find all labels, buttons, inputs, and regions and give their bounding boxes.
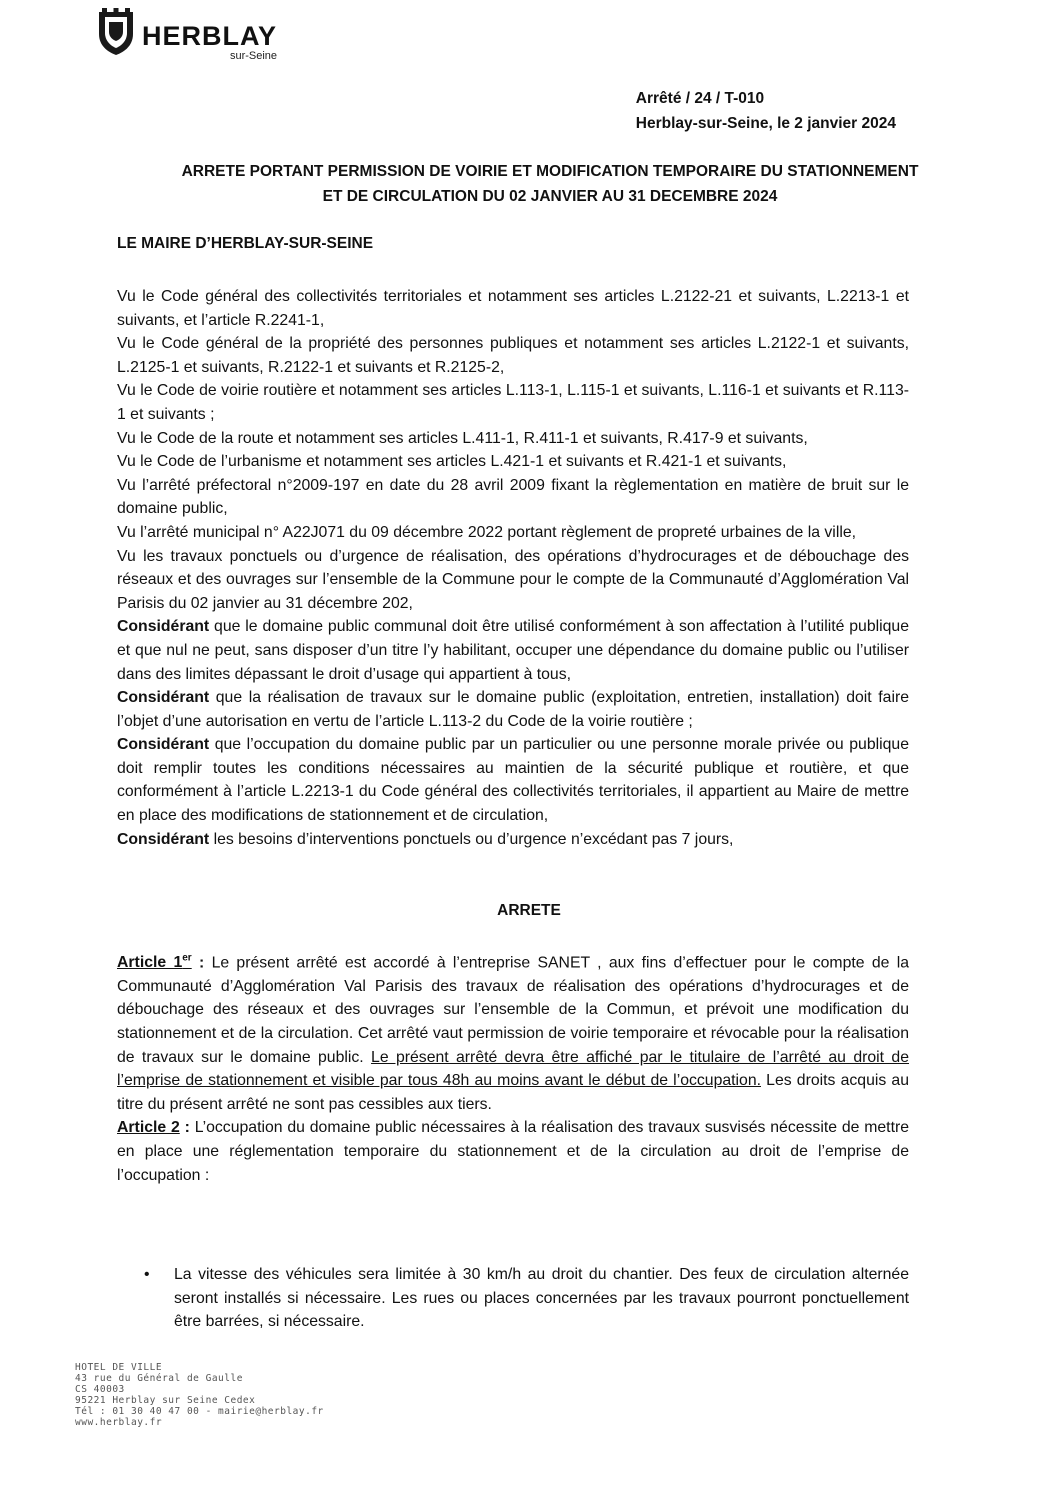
article-2-text: L’occupation du domaine public nécessaires à la réalisation des travaux susvisés nécessite de mettre en place une réglementation temporaire du stationnement et de la circulation au droit de l’emprise de l’occupation : [117, 1119, 910, 1184]
visa-lead: Vu [117, 476, 136, 494]
authority-heading: LE MAIRE D’HERBLAY-SUR-SEINE [117, 235, 374, 252]
title-line-1: ARRETE PORTANT PERMISSION DE VOIRIE ET MODIFICATION TEMPORAIRE DU STATIONNEMENT [181, 163, 919, 180]
considerant-paragraph [117, 733, 909, 827]
visa-lead: Vu [117, 453, 136, 471]
article-1: Article 1er : Le présent arrêté est accordé à l’entreprise SANET , aux fins d’effectuer pour le compte de la Communauté d’Agglomération Val Parisis des travaux de réalisation des opérations d’hydrocurages et de débouchage des réseaux et des ouvrages sur l’ensemble de la Commun, et prévoit une modification du stationnement et de la circulation. Cet arrêté vaut permission de voirie temporaire et révocable pour la réalisation de travaux sur le domaine public. Le présent arrêté devra être affiché par le titulaire de l’arrêté au droit de l’emprise de stationnement et visible par tous 48h au moins avant le début de l’occupation. Les droits acquis au titre du présent arrêté ne sont pas cessibles aux tiers. [117, 953, 909, 1113]
visa-text: l’arrêté préfectoral n°2009-197 en date du 28 avril 2009 fixant la règlementation en matière de bruit sur le domaine public, [117, 476, 909, 518]
considerant-paragraph [117, 615, 909, 686]
visa-paragraph [117, 450, 909, 474]
arrete-heading: ARRETE [497, 902, 561, 919]
visa-paragraph [117, 332, 909, 379]
preamble [117, 285, 909, 851]
city-crest-icon [96, 8, 136, 56]
visa-lead: Vu [117, 523, 136, 541]
footer-address [75, 1362, 324, 1428]
footer-line: 43 rue du Général de Gaulle [75, 1373, 243, 1384]
visa-paragraph [117, 521, 909, 545]
footer-line: www.herblay.fr [75, 1417, 163, 1428]
visa-paragraph [117, 285, 909, 332]
considerant-paragraph [117, 686, 909, 733]
considerant-lead: Considérant [117, 689, 210, 707]
logo-name: HERBLAY [142, 21, 278, 51]
considerant-paragraph [117, 828, 909, 852]
considerant-lead: Considérant [117, 830, 210, 848]
logo-subtitle: sur-Seine [229, 50, 278, 62]
visa-paragraph [117, 474, 909, 521]
list-item: • La vitesse des véhicules sera limitée à 30 km/h au droit du chantier. Des feux de circulation alternée seront installés si nécessaire. Les rues ou places concernées par les travaux pourront ponctuellement être barrées, si nécessaire. [144, 1263, 909, 1334]
considerant-text: que l’occupation du domaine public par un particulier ou une personne morale privée ou publique doit remplir toutes les conditions nécessaires au maintien de la sécurité publique et routière, et que conformément à l’article L.2213-1 du Code général des collectivités territoriales, il appartient au Maire de mettre en place des modifications de stationnement et de circulation, [117, 736, 910, 825]
visa-text: l’arrêté municipal n° A22J071 du 09 décembre 2022 portant règlement de propreté urbaines de la ville, [140, 523, 857, 541]
considerant-lead: Considérant [117, 618, 210, 636]
visa-lead: Vu [117, 288, 136, 305]
visa-paragraph [117, 545, 909, 616]
considerant-text: que la réalisation de travaux sur le domaine public (exploitation, entretien, installation) doit faire l’objet d’une autorisation en vertu de l’article L.113-2 du Code de la voirie routière ; [117, 689, 910, 730]
visa-text: le Code de la route et notamment ses articles L.411-1, R.411-1 et suivants, R.417-9 et suivants, [140, 429, 808, 447]
footer-line: CS 40003 [75, 1384, 125, 1395]
decree-reference [636, 86, 896, 136]
visa-lead: Vu [117, 547, 136, 565]
visa-lead: Vu [117, 382, 136, 400]
visa-paragraph [117, 379, 909, 426]
considerant-lead: Considérant [117, 736, 210, 754]
place-and-date: Herblay-sur-Seine, le 2 janvier 2024 [635, 115, 896, 132]
city-logo [96, 8, 277, 62]
visa-paragraph [117, 427, 909, 451]
title-line-2: ET DE CIRCULATION DU 02 JANVIER AU 31 DECEMBRE 2024 [322, 188, 778, 205]
measures-list [144, 1263, 909, 1334]
considerant-text: les besoins d’interventions ponctuels ou d’urgence n’excédant pas 7 jours, [213, 830, 734, 848]
visa-text: le Code de voirie routière et notamment ses articles L.113-1, L.115-1 et suivants, L.116-1 et suivants et R.113-1 et suivants ; [117, 382, 909, 423]
visa-lead: Vu [117, 429, 136, 447]
article-2: Article 2 : L’occupation du domaine public nécessaires à la réalisation des travaux susvisés nécessite de mettre en place une réglementation temporaire du stationnement et de la circulation au droit de l’emprise de l’occupation : [117, 1119, 910, 1184]
visa-text: le Code de l’urbanisme et notamment ses articles L.421-1 et suivants et R.421-1 et suivants, [140, 453, 787, 471]
visa-lead: Vu [117, 335, 136, 353]
articles [117, 947, 909, 1187]
visa-text: les travaux ponctuels ou d’urgence de réalisation, des opérations d’hydrocurages et de débouchage des réseaux et des ouvrages sur l’ensemble de la Commune pour le compte de la Communauté d’Agglomération Val Parisis du 02 janvier au 31 décembre 202, [117, 547, 909, 612]
article-1-display-notice: Le présent arrêté devra être affiché par le titulaire de l’arrêté au droit de l’emprise de stationnement et visible par tous 48h au moins avant le début de l’occupation. [117, 1048, 909, 1090]
document-title [100, 159, 1000, 209]
article-1-text-end: Les droits acquis au titre du présent arrêté ne sont pas cessibles aux tiers. [117, 1072, 909, 1113]
decree-number: Arrêté / 24 / T-010 [635, 90, 765, 107]
footer-line: HOTEL DE VILLE [75, 1362, 163, 1373]
visa-text: le Code général des collectivités territoriales et notamment ses articles L.2122-21 et suivants, L.2213-1 et suivants, et l’article R.2241-1, [117, 288, 909, 329]
footer-line: Tél : 01 30 40 47 00 - mairie@herblay.fr [75, 1406, 324, 1417]
article-1-text: Le présent arrêté est accordé à l’entreprise SANET , aux fins d’effectuer pour le compte de la Communauté d’Agglomération Val Parisis des travaux de réalisation des opérations d’hydrocurages et de débouchage des réseaux et des ouvrages sur l’ensemble de la Commun, et prévoit une modification du stationnement et de la circulation. Cet arrêté vaut permission de voirie temporaire et révocable pour la réalisation de travaux sur le domaine public. [117, 954, 909, 1066]
article-2-label: Article 2 [117, 1119, 180, 1137]
footer-line: 95221 Herblay sur Seine Cedex [75, 1395, 256, 1406]
considerant-text: que le domaine public communal doit être utilisé conformément à son affectation à l’utilité publique et que nul ne peut, sans disposer d’un titre l’y habilitant, occuper une dépendance du domaine public ou l’utiliser dans des limites dépassant le droit d’usage qui appartient à tous, [117, 618, 909, 683]
article-1-label: Article 1er [117, 953, 192, 972]
visa-text: le Code général de la propriété des personnes publiques et notamment ses articles L.2122-1 et suivants, L.2125-1 et suivants, R.2122-1 et suivants et R.2125-2, [117, 335, 909, 376]
